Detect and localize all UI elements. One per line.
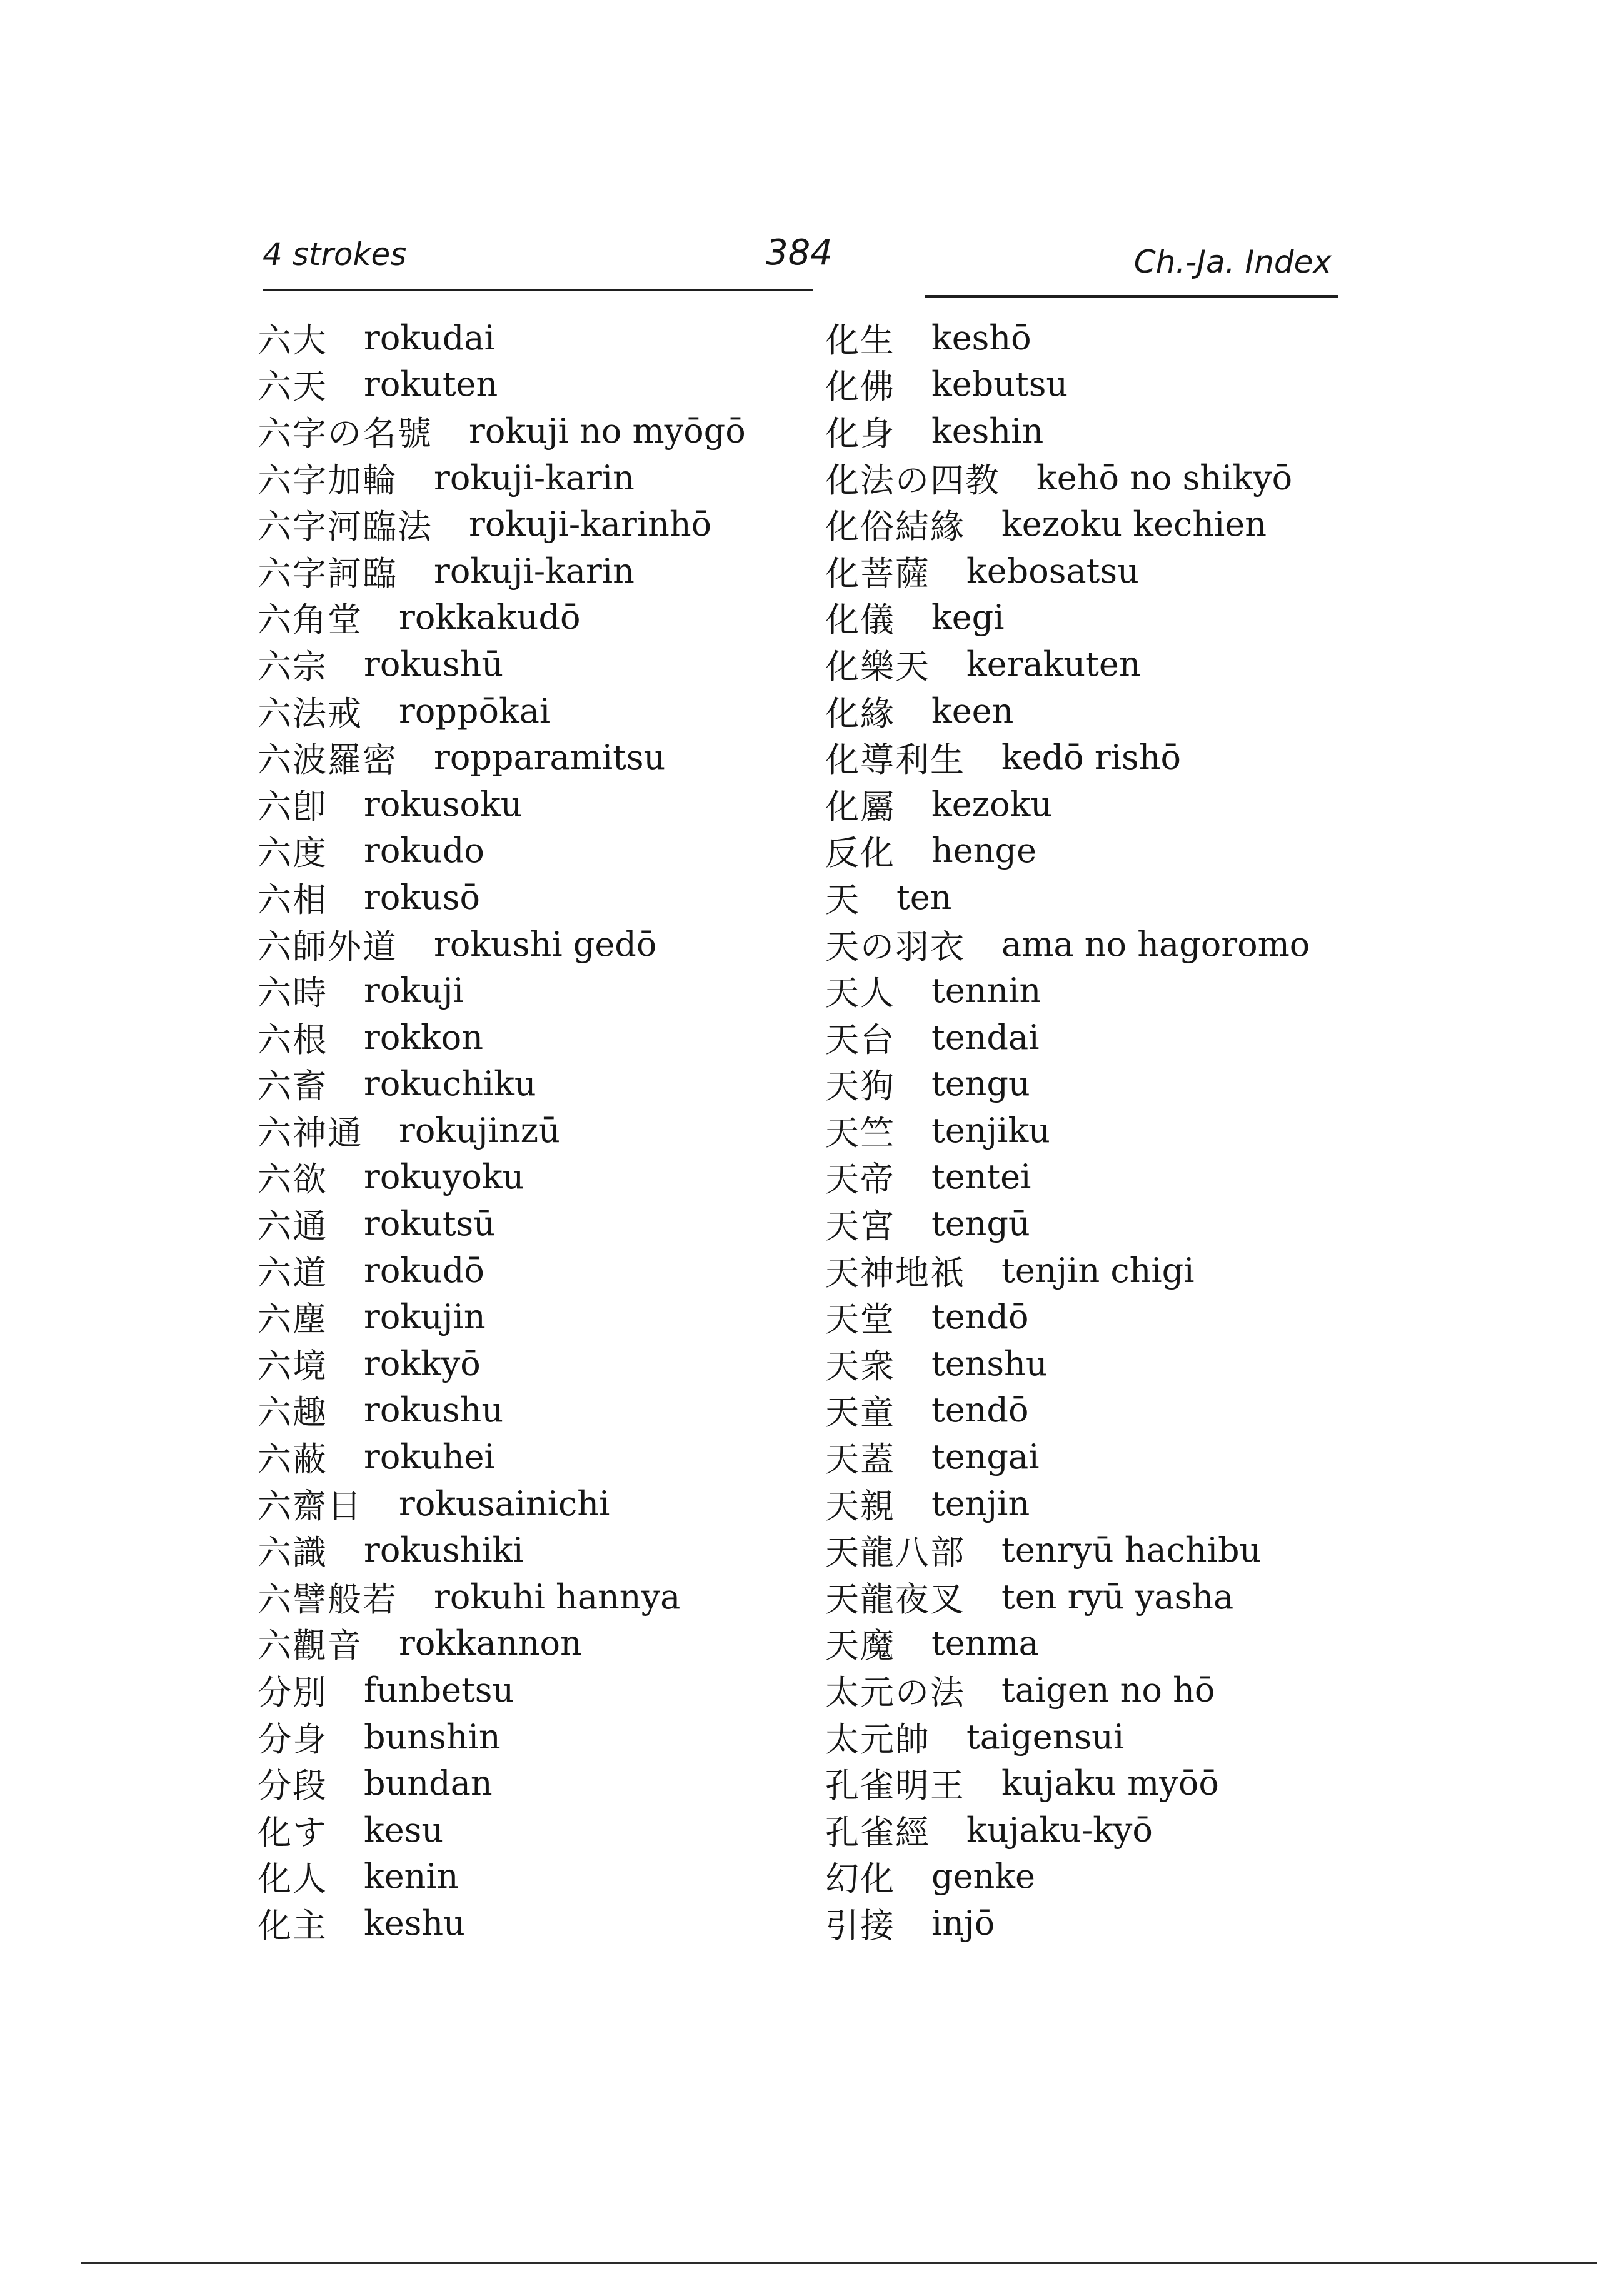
entry-reading: taigensui [966,1717,1125,1757]
entry-reading: kenin [364,1857,459,1897]
entry-kanji: 六天 [258,367,328,407]
entry-reading: tenjin [931,1483,1030,1523]
entry-kanji: 六根 [258,1020,328,1060]
index-entry [825,1853,1350,1900]
entry-kanji: 六時 [258,973,328,1013]
index-entry [825,314,1350,361]
entry-kanji: 六境 [258,1346,328,1386]
entry-kanji: 六度 [258,833,328,873]
entry-kanji: 六字の名號 [258,413,433,453]
index-entry [825,781,1350,828]
entry-kanji: 化導利生 [825,740,965,780]
entry-kanji: 六波羅密 [258,740,398,780]
entry-reading: keen [931,691,1014,731]
entry-kanji: 天帝 [825,1160,895,1200]
entry-kanji: 天童 [825,1393,895,1433]
entry-reading: rokuji no myōgō [469,411,746,451]
entry-reading: funbetsu [364,1670,514,1710]
entry-kanji: 六識 [258,1533,328,1573]
header-rule-right [925,295,1338,298]
entry-reading: rokushu [364,1390,504,1430]
index-entry [258,548,808,594]
index-entry [825,828,1350,875]
entry-kanji: 六大 [258,320,328,360]
entry-reading: injō [931,1903,995,1943]
index-entry [825,548,1350,594]
index-entry [258,594,808,641]
index-entry [258,1433,808,1480]
index-entry [825,1340,1350,1387]
entry-kanji: 天人 [825,973,895,1013]
index-entry [258,501,808,548]
entry-reading: rokuhi hannya [434,1577,681,1617]
entry-kanji: 六譬般若 [258,1579,398,1619]
index-entry [825,967,1350,1014]
bottom-rule [81,2262,1597,2264]
index-entry [825,1154,1350,1201]
entry-kanji: 孔雀經 [825,1812,930,1852]
index-entry [825,921,1350,968]
entry-reading: bunshin [364,1717,501,1757]
entry-kanji: 化生 [825,320,895,360]
entry-reading: kujaku-kyō [966,1810,1153,1850]
index-entry [825,1387,1350,1434]
index-entry [825,874,1350,921]
index-entry [258,688,808,734]
entry-reading: rokusō [364,877,481,917]
entry-reading: tengū [931,1204,1030,1244]
entry-reading: kezoku kechien [1001,504,1267,544]
entry-reading: rokushi gedō [434,924,657,964]
index-entry [258,1340,808,1387]
entry-reading: tengu [931,1064,1030,1104]
entry-reading: tennin [931,971,1041,1011]
index-entry [258,967,808,1014]
entry-kanji: 六畜 [258,1066,328,1106]
entry-kanji: 六相 [258,880,328,920]
index-entry [258,454,808,501]
entry-kanji: 六師外道 [258,926,398,966]
entry-reading: rokusoku [364,784,523,824]
entry-kanji: 化菩薩 [825,553,930,593]
entry-kanji: 天宮 [825,1206,895,1246]
entry-reading: rokushiki [364,1530,524,1570]
index-entry [258,1387,808,1434]
entry-kanji: 天狗 [825,1066,895,1106]
index-entry [825,1293,1350,1340]
entry-kanji: 天 [825,880,860,920]
index-entry [825,1620,1350,1667]
index-entry [258,1853,808,1900]
index-entry [258,1293,808,1340]
index-entry [825,1526,1350,1573]
index-entry [825,1061,1350,1108]
entry-reading: rokkon [364,1017,484,1057]
right-column [825,314,1350,1947]
entry-reading: rokuten [364,364,498,404]
entry-reading: rokushū [364,644,504,684]
entry-kanji: 分身 [258,1719,328,1759]
entry-reading: rokkyō [364,1343,481,1383]
entry-kanji: 引接 [825,1905,895,1945]
entry-kanji: 六字加輪 [258,460,398,500]
index-entry [825,501,1350,548]
index-title: Ch.-Ja. Index [1133,244,1332,280]
index-entry [258,781,808,828]
entry-reading: kebutsu [931,364,1068,404]
entry-kanji: 化屬 [825,786,895,826]
index-entry [258,734,808,781]
index-entry [258,1573,808,1620]
index-entry [825,1713,1350,1760]
index-entry [258,1713,808,1760]
entry-kanji: 天堂 [825,1300,895,1340]
entry-kanji: 天衆 [825,1346,895,1386]
entry-reading: ropparamitsu [434,738,666,778]
left-column [258,314,808,1947]
entry-kanji: 六塵 [258,1300,328,1340]
entry-kanji: 六齋日 [258,1486,363,1526]
entry-reading: rokkakudō [399,598,581,638]
entry-kanji: 幻化 [825,1859,895,1899]
entry-kanji: 天の羽衣 [825,926,965,966]
entry-reading: bundan [364,1763,493,1803]
entry-kanji: 化身 [825,413,895,453]
entry-reading: tengai [931,1437,1040,1477]
entry-kanji: 六觀音 [258,1626,363,1666]
index-entry [258,1620,808,1667]
entry-reading: rokutsū [364,1204,496,1244]
index-entry [258,1107,808,1154]
index-entry [825,1667,1350,1713]
entry-kanji: 分別 [258,1673,328,1713]
entry-reading: tenjin chigi [1001,1250,1195,1290]
entry-kanji: 化佛 [825,367,895,407]
entry-kanji: 化人 [258,1859,328,1899]
entry-reading: taigen no hō [1001,1670,1215,1710]
index-entry [258,1061,808,1108]
entry-reading: tentei [931,1157,1031,1197]
entry-reading: tendai [931,1017,1040,1057]
entry-kanji: 天親 [825,1486,895,1526]
entry-reading: tendō [931,1390,1029,1430]
entry-kanji: 化す [258,1812,328,1852]
header-rule-left [263,289,813,291]
entry-kanji: 化法の四教 [825,460,1000,500]
entry-reading: rokuji-karin [434,551,635,591]
entry-kanji: 天竺 [825,1113,895,1153]
entry-reading: ten [896,877,952,917]
index-entry [258,1154,808,1201]
page-header [263,233,1338,286]
entry-reading: roppōkai [399,691,551,731]
entry-reading: kegi [931,598,1005,638]
entry-reading: ten ryū yasha [1001,1577,1234,1617]
index-entry [825,1900,1350,1947]
entry-reading: tenjiku [931,1110,1050,1150]
entry-reading: kebosatsu [966,551,1139,591]
entry-kanji: 化樂天 [825,646,930,686]
entry-kanji: 化主 [258,1905,328,1945]
index-entry [825,1200,1350,1247]
index-entry [825,1247,1350,1294]
index-entry [825,1573,1350,1620]
index-entry [258,314,808,361]
entry-kanji: 六趣 [258,1393,328,1433]
entry-kanji: 天龍夜叉 [825,1579,965,1619]
index-entry [825,1807,1350,1853]
index-entry [258,1900,808,1947]
entry-kanji: 反化 [825,833,895,873]
entry-kanji: 天神地祇 [825,1253,965,1293]
entry-kanji: 六角堂 [258,600,363,640]
index-entry [258,1480,808,1527]
entry-reading: rokudo [364,831,484,871]
entry-reading: kesu [364,1810,444,1850]
entry-reading: rokuchiku [364,1064,536,1104]
index-entry [825,1107,1350,1154]
entry-kanji: 六蔽 [258,1440,328,1480]
entry-reading: rokuji-karin [434,458,635,498]
index-entry [258,874,808,921]
index-entry [825,688,1350,734]
entry-kanji: 天魔 [825,1626,895,1666]
index-entry [258,1526,808,1573]
entry-reading: genke [931,1857,1035,1897]
entry-kanji: 六宗 [258,646,328,686]
index-entry [258,1247,808,1294]
entry-reading: rokuji [364,971,464,1011]
index-entry [825,641,1350,688]
entry-kanji: 分段 [258,1766,328,1806]
entry-reading: rokuhei [364,1437,495,1477]
index-entry [258,1014,808,1061]
index-entry [825,1760,1350,1807]
index-entry [825,408,1350,454]
index-entry [825,1480,1350,1527]
entry-reading: henge [931,831,1037,871]
entry-kanji: 六字訶臨 [258,553,398,593]
entry-kanji: 太元の法 [825,1673,965,1713]
index-entry [258,1667,808,1713]
entry-reading: tendō [931,1297,1029,1337]
entry-reading: keshō [931,318,1031,358]
entry-reading: kezoku [931,784,1053,824]
index-entry [258,408,808,454]
entry-kanji: 六卽 [258,786,328,826]
entry-kanji: 化緣 [825,693,895,733]
entry-reading: keshin [931,411,1044,451]
entry-kanji: 六通 [258,1206,328,1246]
index-entry [258,1807,808,1853]
entry-reading: tenryū hachibu [1001,1530,1262,1570]
entry-kanji: 六欲 [258,1160,328,1200]
entry-reading: ama no hagoromo [1001,924,1310,964]
entry-kanji: 天台 [825,1020,895,1060]
entry-kanji: 六法戒 [258,693,363,733]
index-entry [258,361,808,408]
index-entry [825,361,1350,408]
entry-reading: tenma [931,1623,1039,1663]
entry-kanji: 孔雀明王 [825,1766,965,1806]
entry-reading: rokudō [364,1250,484,1290]
entry-reading: rokkannon [399,1623,582,1663]
stroke-count-label: 4 strokes [263,236,407,273]
entry-reading: rokuyoku [364,1157,524,1197]
entry-kanji: 天蓋 [825,1440,895,1480]
entry-reading: rokujinzū [399,1110,560,1150]
index-entry [258,1760,808,1807]
entry-reading: kehō no shikyō [1036,458,1293,498]
entry-reading: rokuji-karinhō [469,504,712,544]
entry-kanji: 六字河臨法 [258,507,433,547]
entry-reading: rokusainichi [399,1483,610,1523]
entry-reading: rokudai [364,318,495,358]
entry-kanji: 六道 [258,1253,328,1293]
index-entry [258,828,808,875]
entry-kanji: 化俗結緣 [825,507,965,547]
entry-kanji: 天龍八部 [825,1533,965,1573]
index-entry [258,1200,808,1247]
page-number: 384 [766,233,833,273]
entry-reading: rokujin [364,1297,486,1337]
entry-reading: keshu [364,1903,465,1943]
index-entry [825,1014,1350,1061]
index-entry [825,454,1350,501]
entry-kanji: 化儀 [825,600,895,640]
entry-kanji: 六神通 [258,1113,363,1153]
index-entry [258,641,808,688]
index-entry [825,594,1350,641]
entry-reading: kedō rishō [1001,738,1182,778]
entry-reading: kujaku myōō [1001,1763,1219,1803]
entry-kanji: 太元帥 [825,1719,930,1759]
index-entry [825,1433,1350,1480]
entry-reading: kerakuten [966,644,1141,684]
index-entry [258,921,808,968]
entry-reading: tenshu [931,1343,1048,1383]
index-entry [825,734,1350,781]
